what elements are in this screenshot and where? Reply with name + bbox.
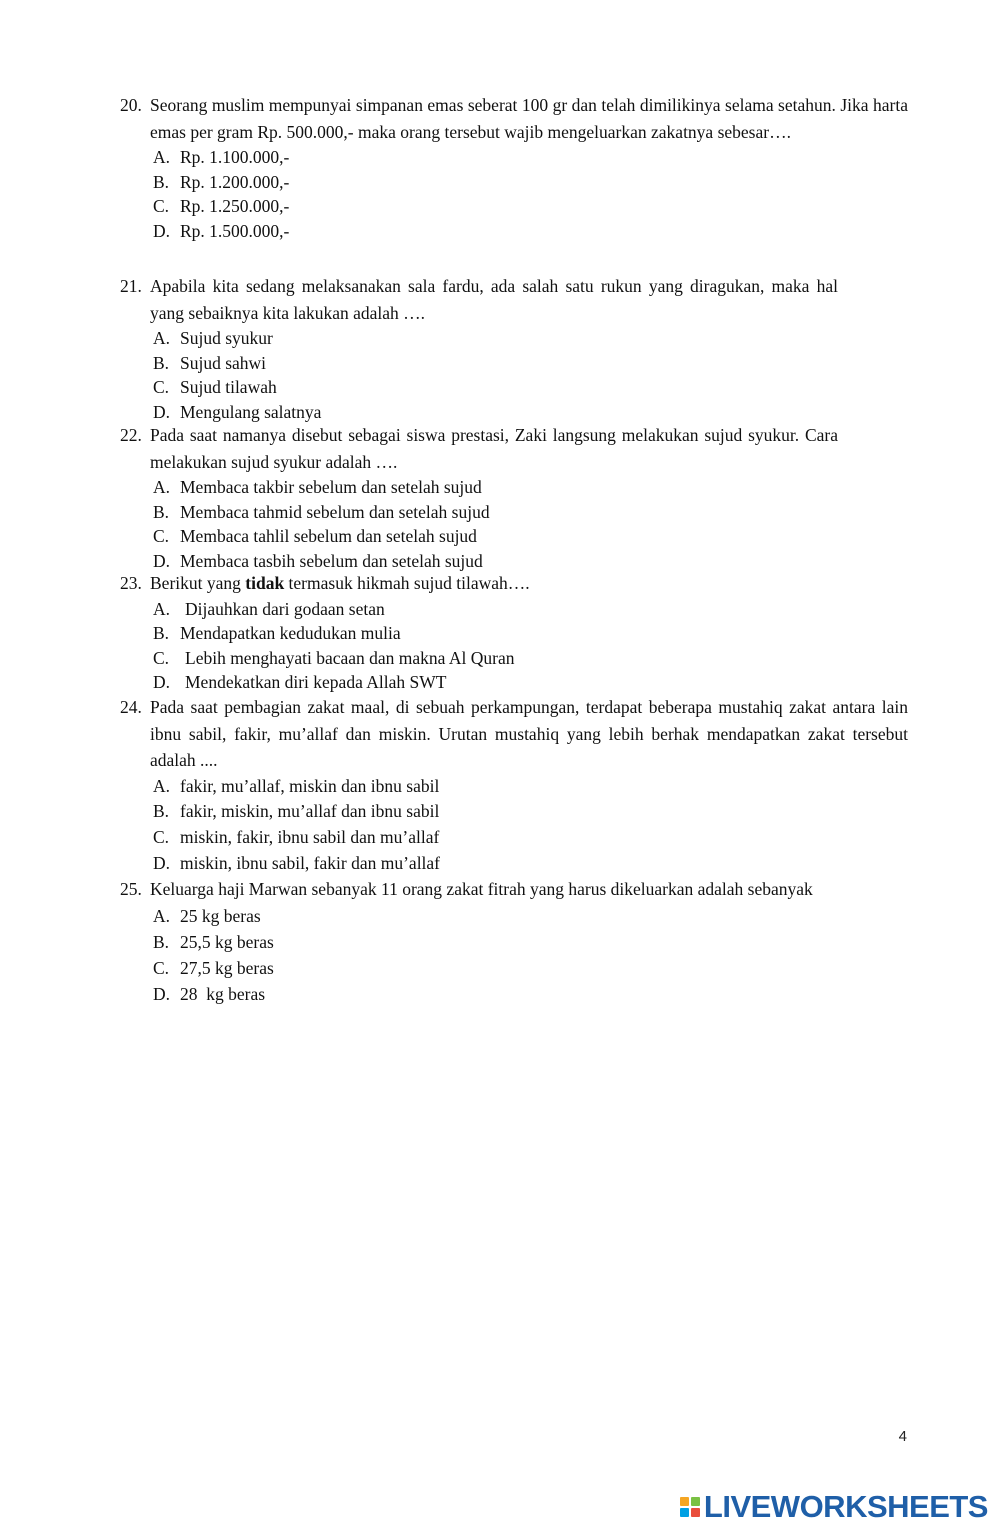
option-letter: D. bbox=[153, 550, 171, 571]
option-text: miskin, fakir, ibnu sabil dan mu’allaf bbox=[180, 827, 440, 848]
option-letter: D. bbox=[153, 220, 171, 241]
option-text: Sujud sahwi bbox=[180, 352, 267, 373]
question-number: 25. bbox=[120, 879, 142, 899]
option-b[interactable] bbox=[120, 170, 908, 195]
option-a[interactable] bbox=[120, 145, 908, 170]
question-22 bbox=[120, 422, 838, 573]
option-text: 25 kg beras bbox=[180, 905, 261, 926]
option-letter: B. bbox=[153, 801, 170, 822]
question-text bbox=[120, 92, 908, 145]
question-stem-emphasis: tidak bbox=[245, 573, 285, 593]
option-d[interactable] bbox=[120, 670, 908, 695]
question-text bbox=[120, 570, 908, 597]
option-letter: C. bbox=[153, 827, 170, 848]
question-text bbox=[120, 694, 908, 774]
question-23 bbox=[120, 570, 908, 695]
option-text: miskin, ibnu sabil, fakir dan mu’allaf bbox=[180, 852, 441, 873]
option-d[interactable] bbox=[120, 400, 838, 425]
option-text: Mendekatkan diri kepada Allah SWT bbox=[185, 672, 447, 692]
option-c[interactable] bbox=[120, 194, 908, 219]
option-text: Membaca tasbih sebelum dan setelah sujud bbox=[180, 550, 483, 571]
question-number: 22. bbox=[120, 425, 142, 445]
option-a[interactable] bbox=[120, 326, 838, 351]
option-c[interactable] bbox=[120, 524, 838, 549]
option-text: Lebih menghayati bacaan dan makna Al Quran bbox=[185, 647, 515, 668]
question-stem-end: termasuk hikmah sujud tilawah…. bbox=[284, 573, 530, 593]
option-c[interactable] bbox=[120, 375, 838, 400]
option-text: Mengulang salatnya bbox=[180, 401, 322, 422]
option-text: Membaca takbir sebelum dan setelah sujud bbox=[180, 477, 482, 497]
option-b[interactable] bbox=[120, 351, 838, 376]
option-c[interactable] bbox=[120, 825, 908, 851]
option-text: Rp. 1.500.000,- bbox=[180, 220, 290, 241]
question-stem: Apabila kita sedang melaksanakan sala fardu, ada salah satu rukun yang diragukan, maka hal yang sebaiknya kita lakukan adalah …. bbox=[150, 276, 838, 323]
option-text: Mendapatkan kedudukan mulia bbox=[180, 623, 401, 643]
option-letter: A. bbox=[153, 477, 171, 497]
option-letter: B. bbox=[153, 352, 170, 373]
option-a[interactable] bbox=[120, 903, 908, 929]
option-letter: D. bbox=[153, 983, 171, 1004]
option-letter: B. bbox=[153, 171, 170, 192]
option-letter: D. bbox=[153, 401, 171, 422]
option-d[interactable] bbox=[120, 851, 908, 877]
option-letter: B. bbox=[153, 501, 170, 522]
option-text: Sujud tilawah bbox=[180, 377, 277, 397]
option-letter: A. bbox=[153, 905, 171, 926]
option-text: Sujud syukur bbox=[180, 328, 273, 348]
option-letter: B. bbox=[153, 623, 170, 643]
option-letter: C. bbox=[153, 647, 170, 668]
question-number: 20. bbox=[120, 95, 142, 115]
option-letter: A. bbox=[153, 328, 171, 348]
logo-square bbox=[691, 1508, 700, 1517]
question-number: 21. bbox=[120, 276, 142, 296]
option-a[interactable] bbox=[120, 774, 908, 800]
liveworksheets-brand bbox=[680, 1490, 988, 1524]
option-letter: C. bbox=[153, 377, 170, 397]
option-b[interactable] bbox=[120, 500, 838, 525]
option-letter: A. bbox=[153, 598, 171, 619]
option-letter: C. bbox=[153, 957, 170, 978]
question-text bbox=[120, 273, 838, 326]
liveworksheets-logo-icon bbox=[680, 1497, 700, 1517]
option-letter: A. bbox=[153, 147, 171, 167]
option-text: fakir, miskin, mu’allaf dan ibnu sabil bbox=[180, 801, 440, 822]
question-number: 24. bbox=[120, 697, 142, 717]
option-text: Membaca tahmid sebelum dan setelah sujud bbox=[180, 501, 490, 522]
option-a[interactable] bbox=[120, 597, 908, 622]
option-text: Rp. 1.100.000,- bbox=[180, 147, 290, 167]
question-25 bbox=[120, 876, 908, 1007]
option-b[interactable] bbox=[120, 929, 908, 955]
option-text: Membaca tahlil sebelum dan setelah sujud bbox=[180, 526, 477, 546]
option-letter: B. bbox=[153, 931, 170, 952]
option-text: fakir, mu’allaf, miskin dan ibnu sabil bbox=[180, 775, 440, 796]
question-stem: Pada saat namanya disebut sebagai siswa prestasi, Zaki langsung melakukan sujud syukur. Cara melakukan sujud syukur adalah …. bbox=[150, 425, 838, 472]
option-text: 28 kg beras bbox=[180, 983, 266, 1004]
option-a[interactable] bbox=[120, 475, 838, 500]
question-stem: Pada saat pembagian zakat maal, di sebuah perkampungan, terdapat beberapa mustahiq zakat antara lain ibnu sabil, fakir, mu’allaf dan miskin. Urutan mustahiq yang lebih berhak mendapatkan zakat tersebut adalah .... bbox=[150, 697, 908, 770]
option-letter: D. bbox=[153, 672, 171, 692]
logo-square bbox=[680, 1497, 689, 1506]
option-text: Dijauhkan dari godaan setan bbox=[185, 598, 385, 619]
option-text: 25,5 kg beras bbox=[180, 931, 274, 952]
logo-square bbox=[691, 1497, 700, 1506]
question-24 bbox=[120, 694, 908, 877]
option-letter: A. bbox=[153, 775, 171, 796]
option-d[interactable] bbox=[120, 981, 908, 1007]
option-d[interactable] bbox=[120, 219, 908, 244]
question-20 bbox=[120, 92, 908, 243]
question-stem: Seorang muslim mempunyai simpanan emas seberat 100 gr dan telah dimilikinya selama setahun. Jika harta emas per gram Rp. 500.000,- maka orang tersebut wajib mengeluarkan zakatnya sebesar…. bbox=[150, 95, 908, 142]
question-stem: Berikut yang bbox=[150, 573, 246, 593]
option-text: Rp. 1.250.000,- bbox=[180, 196, 290, 216]
option-letter: C. bbox=[153, 526, 170, 546]
page-number: 4 bbox=[898, 1428, 907, 1445]
option-c[interactable] bbox=[120, 955, 908, 981]
option-text: 27,5 kg beras bbox=[180, 957, 274, 978]
question-21 bbox=[120, 273, 838, 424]
option-c[interactable] bbox=[120, 646, 908, 671]
question-text bbox=[120, 422, 838, 475]
option-b[interactable] bbox=[120, 621, 908, 646]
option-letter: C. bbox=[153, 196, 170, 216]
question-number: 23. bbox=[120, 573, 142, 593]
brand-name: LIVEWORKSHEETS bbox=[703, 1489, 988, 1524]
question-stem: Keluarga haji Marwan sebanyak 11 orang zakat fitrah yang harus dikeluarkan adalah sebanyak bbox=[150, 879, 813, 899]
question-text bbox=[120, 876, 908, 903]
option-letter: D. bbox=[153, 852, 171, 873]
logo-square bbox=[680, 1508, 689, 1517]
option-b[interactable] bbox=[120, 799, 908, 825]
option-text: Rp. 1.200.000,- bbox=[180, 171, 290, 192]
